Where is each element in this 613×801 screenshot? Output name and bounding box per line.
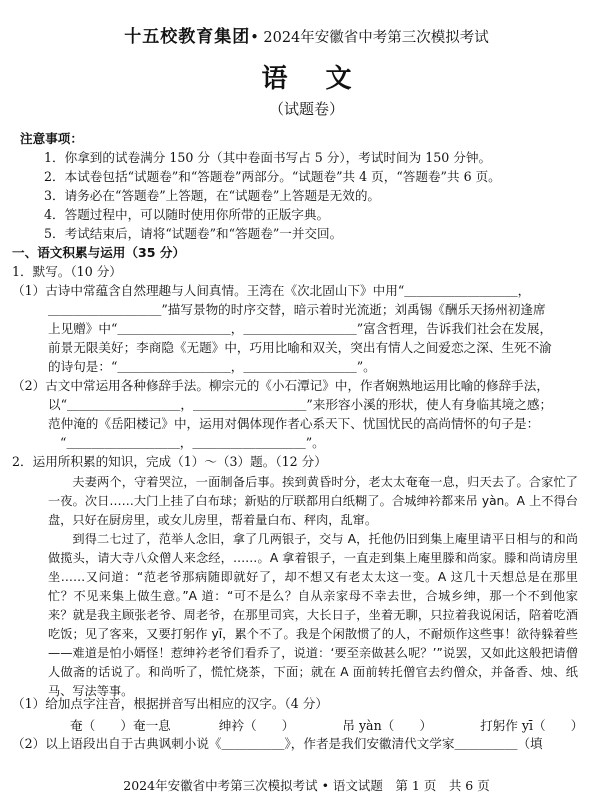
notice-item: 1．你拿到的试卷满分 150 分（其中卷面书写占 5 分），考试时间为 150 分钟。 <box>44 150 492 165</box>
question-1-2-line: “＿＿＿＿＿＿＿＿＿，＿＿＿＿＿＿＿＿＿”。 <box>60 435 325 450</box>
section-heading: 一、语文积累与运用（35 分） <box>12 245 186 260</box>
page-footer: 2024年安徽省中考第三次模拟考试 • 语文试题 第 1 页 共 6 页 <box>123 778 490 793</box>
passage-paragraph: 夫妻两个，守着哭泣，一面制备后事。挨到黄昏时分，老太太奄奄一息，归天去了。合家忙了一夜。次日……大门上挂了白布球；新贴的厅联都用白纸糊了。合城绅衿都来吊 yàn。A 上不得台盘，只好在厨房里，或女儿房里，帮着量白布、秤肉，乱窜。 <box>48 475 578 527</box>
notice-item: 3．请务必在“答题卷”上答题，在“试题卷”上答题是无效的。 <box>44 188 381 203</box>
question-1-2-line: 范仲淹的《岳阳楼记》中，运用对偶体现作者心系天下、忧国忧民的高尚情怀的句子是： <box>48 416 540 431</box>
question-2-heading: 2．运用所积累的知识，完成（1）～（3）题。（12 分） <box>12 454 327 469</box>
question-1-1-line: 前景无限美好；李商隐《无题》中，巧用比喻和双关，突出有情人之间爱恋之深、生死不渝 <box>48 340 552 355</box>
passage-paragraph: 到得二七过了，范举人念旧，拿了几两银子，交与 A，托他仍旧到集上庵里请平日相与的和尚做揽头，请大寺八众僧人来念经，……。A 拿着银子，一直走到集上庵里滕和尚家。滕和尚请房里坐……又问道：“范老爷那病随即就好了，却不想又有老太太这一变。A 这几十天想总是在那里忙？不见来集上做生意。”A 道：“可不是么？自从亲家母不幸去世，合城乡绅，那一个不到他家来？就是我主顾张老爷、周老爷，在那里司宾，大长日子，坐着无聊，只拉着我说闲话，陪着吃酒吃饭；见了客来，又要打躬作 yī，累个不了。我是个闲散惯了的人，不耐烦作这些事！欲待躲着些——难道是怕小婿怪！惹绅衿老爷们看乔了，说道：‘要至亲做甚么呢？’”说罢，又如此这般把请僧人做斋的话说了。和尚听了，慌忙烧茶，下面；就在 A 面前转托僧官去约僧众，并备香、烛、纸马、写法等事。 <box>48 532 578 698</box>
question-1-1-line: ＿＿＿＿＿＿＿＿＿”描写景物的时序交替，暗示着时光流逝；刘禹锡《酬乐天扬州初逢席 <box>48 302 546 317</box>
exam-header <box>0 22 613 47</box>
pinyin-item: 绅衿（ ） <box>218 718 295 733</box>
question-2-1: （1）给加点字注音，根据拼音写出相应的汉字。（4 分） <box>12 696 328 711</box>
page-title: 语文 <box>261 64 390 94</box>
page-subtitle: （试题卷） <box>268 100 344 118</box>
question-1-2-line: 以“＿＿＿＿＿＿＿＿＿，＿＿＿＿＿＿＿＿＿”来形容小溪的形状，使人有身临其境之感； <box>48 397 553 412</box>
question-2-2: （2）以上语段出自于古典讽刺小说《＿＿＿＿＿》，作者是我们安徽清代文学家＿＿＿＿＿（填 <box>12 736 543 751</box>
question-1-heading: 1．默写。（10 分） <box>12 264 122 279</box>
question-1-2-line: （2）古文中常运用各种修辞手法。柳宗元的《小石潭记》中，作者娴熟地运用比喻的修辞手法， <box>12 378 549 393</box>
notice-item: 2．本试卷包括“试题卷”和“答题卷”两部分。“试题卷”共 4 页，“答题卷”共 6 页。 <box>44 169 501 184</box>
pinyin-item: 打躬作 yī（ ） <box>480 718 584 733</box>
notice-item: 5．考试结束后，请将“试题卷”和“答题卷”一并交回。 <box>44 226 343 241</box>
question-1-1-line: 的诗句是：“＿＿＿＿＿＿＿＿＿，＿＿＿＿＿＿＿＿＿”。 <box>48 359 376 374</box>
pinyin-item: 吊 yàn（ ） <box>342 718 433 733</box>
question-1-1-line: （1）古诗中常蕴含自然理趣与人间真情。王湾在《次北固山下》中用“＿＿＿＿＿＿＿＿＿， <box>12 283 531 298</box>
pinyin-item: 奄（ ）奄一息 <box>70 718 171 733</box>
pinyin-items <box>70 715 590 734</box>
notice-heading: 注意事项： <box>20 131 83 146</box>
reading-passage <box>48 473 578 701</box>
notice-item: 4．答题过程中，可以随时使用你所带的正版字典。 <box>44 207 330 222</box>
header-brand: 十五校教育集团 <box>124 27 251 47</box>
header-title: • 2024年安徽省中考第三次模拟考试 <box>250 30 489 46</box>
question-1-1-line: 上见赠》中“＿＿＿＿＿＿＿＿＿，＿＿＿＿＿＿＿＿＿”富含哲理，告诉我们社会在发展， <box>48 321 553 336</box>
